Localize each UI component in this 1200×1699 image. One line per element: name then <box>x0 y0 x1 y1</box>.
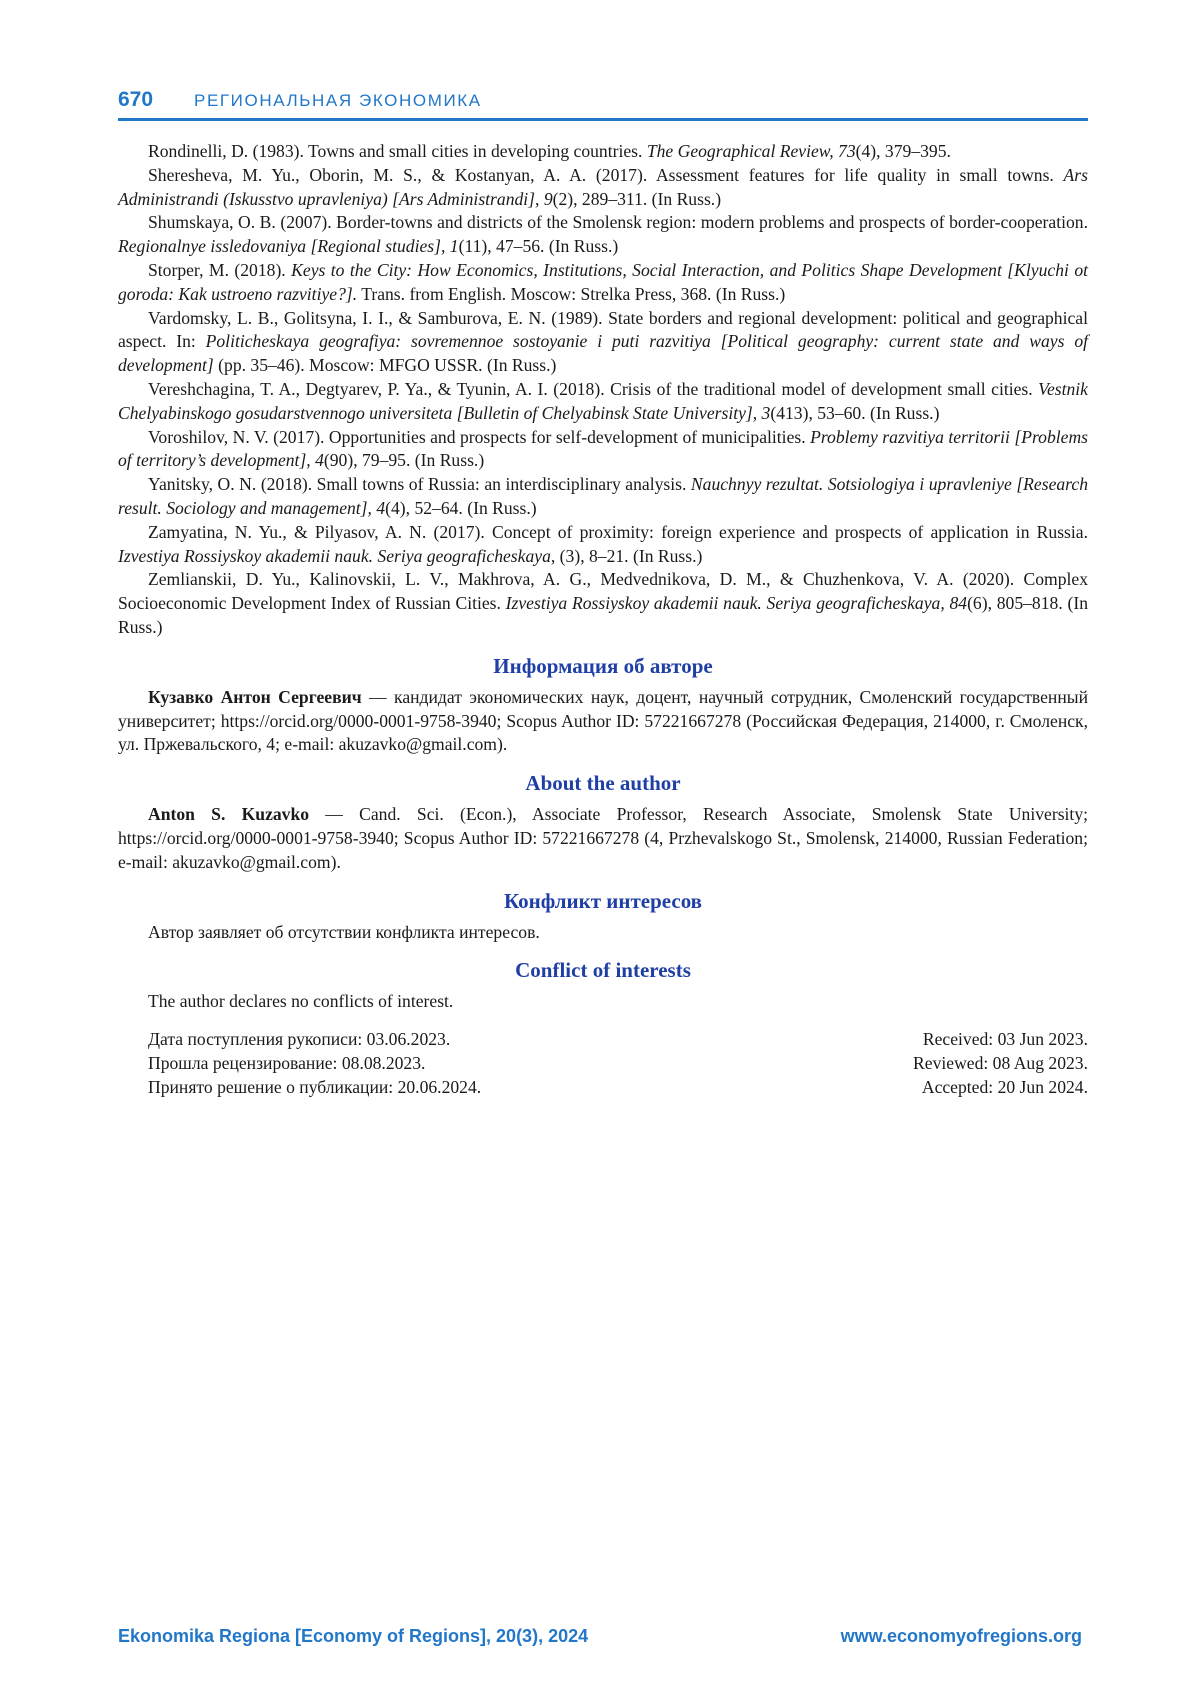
page-content <box>118 140 1088 1014</box>
reference-item: Zamyatina, N. Yu., & Pilyasov, A. N. (2017). Concept of proximity: foreign experience and prospects of application in Russia. Izvestiya Rossiyskoy akademii nauk. Seriya geograficheskaya, (3), 8–21. (In Russ.) <box>118 521 1088 566</box>
journal-citation: Ekonomika Regiona [Economy of Regions], 20(3), 2024 <box>118 1626 589 1646</box>
reference-item: Vardomsky, L. B., Golitsyna, I. I., & Samburova, E. N. (1989). State borders and regional development: political and geographical aspect. In: Politicheskaya geografiya: sovremennoe sostoyanie i puti razvitiya [Political geography: current state and ways of development] (pp. 35–46). Moscow: MFGO USSR. (In Russ.) <box>118 307 1089 376</box>
reference-item: Zemlianskii, D. Yu., Kalinovskii, L. V., Makhrova, A. G., Medvednikova, D. M., & Chuzhenkova, V. A. (2020). Complex Socioeconomic Development Index of Russian Cities. Izvestiya Rossiyskoy akademii nauk. Seriya geograficheskaya, 84(6), 805–818. (In Russ.) <box>118 569 1088 637</box>
conflict-en-title: Conflict of interests <box>515 958 691 983</box>
author-info-en-text: Anton S. Kuzavko — Cand. Sci. (Econ.), Associate Professor, Research Associate, Smolensk State University; https://orcid.org/0000-0001-9758-3940; Scopus Author ID: 57221667278 (4, Przhevalskogo St., Smolensk, 214000, Russian Federation; e-mail: akuzavko@gmail.com). <box>118 804 1088 872</box>
author-info-en-title: About the author <box>525 771 681 796</box>
received-row <box>118 1028 1088 1052</box>
reference-item: Rondinelli, D. (1983). Towns and small cities in developing countries. The Geographical Review, 73(4), 379–395. <box>148 141 951 161</box>
reference-list <box>118 140 1088 640</box>
reference-item: Sheresheva, M. Yu., Oborin, M. S., & Kostanyan, A. A. (2017). Assessment features for life quality in small towns. Ars Administrandi (Iskusstvo upravleniya) [Ars Administrandi], 9(2), 289–311. (In Russ.) <box>118 164 1088 209</box>
conflict-ru-title: Конфликт интересов <box>503 888 703 913</box>
author-info-ru-text: Кузавко Антон Сергеевич — кандидат экономических наук, доцент, научный сотрудник, Смоленский государственный университет; https://orcid.org/0000-0001-9758-3940; Scopus Author ID: 57221667278 (Российская Федерация, 214000, г. Смоленск, ул. Пржевальского, 4; e-mail: akuzavko@gmail.com). <box>118 686 1088 755</box>
page-header <box>118 84 1088 121</box>
reference-item: Voroshilov, N. V. (2017). Opportunities and prospects for self-development of municipalities. Problemy razvitiya territorii [Problems of territory’s development], 4(90), 79–95. (In Russ.) <box>118 426 1088 471</box>
reference-item: Vereshchagina, T. A., Degtyarev, P. Ya., & Tyunin, A. I. (2018). Crisis of the traditional model of development small cities. Vestnik Chelyabinskogo gosudarstvennogo universiteta [Bulletin of Chelyabinsk State University], 3(413), 53–60. (In Russ.) <box>118 378 1088 423</box>
reference-item: Storper, M. (2018). Keys to the City: How Economics, Institutions, Social Interaction, and Politics Shape Development [Klyuchi ot goroda: Kak ustroeno razvitiye?]. Trans. from English. Moscow: Strelka Press, 368. (In Russ.) <box>118 259 1089 304</box>
page-footer <box>118 1626 1082 1654</box>
reviewed-row <box>118 1052 1088 1076</box>
author-name-ru: Кузавко Антон Сергеевич <box>148 686 362 707</box>
reference-item: Yanitsky, O. N. (2018). Small towns of Russia: an interdisciplinary analysis. Nauchnyy rezultat. Sotsiologiya i upravleniye [Research result. Sociology and management], 4(4), 52–64. (In Russ.) <box>118 474 1088 518</box>
author-name-en: Anton S. Kuzavko <box>148 804 310 825</box>
reference-item: Shumskaya, O. B. (2007). Border-towns and districts of the Smolensk region: modern problems and prospects of border-cooperation. Regionalnye issledovaniya [Regional studies], 1(11), 47–56. (In Russ.) <box>118 212 1088 257</box>
accepted-en: Accepted: 20 Jun 2024. <box>921 1076 1088 1097</box>
conflict-ru-text: Автор заявляет об отсутствии конфликта интересов. <box>148 921 540 942</box>
author-info-ru-title: Информация об авторе <box>493 653 713 678</box>
reviewed-ru: Прошла рецензирование: 08.08.2023. <box>148 1052 426 1073</box>
accepted-ru: Принято решение о публикации: 20.06.2024. <box>148 1076 482 1097</box>
accepted-row <box>118 1076 1088 1100</box>
manuscript-dates <box>118 1028 1088 1099</box>
reviewed-en: Reviewed: 08 Aug 2023. <box>913 1052 1088 1073</box>
received-en: Received: 03 Jun 2023. <box>922 1029 1088 1049</box>
journal-name: РЕГИОНАЛЬНАЯ ЭКОНОМИКА <box>194 91 482 110</box>
journal-website-link[interactable]: www.economyofregions.org <box>840 1626 1082 1646</box>
received-ru: Дата поступления рукописи: 03.06.2023. <box>148 1029 451 1049</box>
page-number: 670 <box>118 88 154 111</box>
conflict-en-text: The author declares no conflicts of interest. <box>148 991 454 1012</box>
